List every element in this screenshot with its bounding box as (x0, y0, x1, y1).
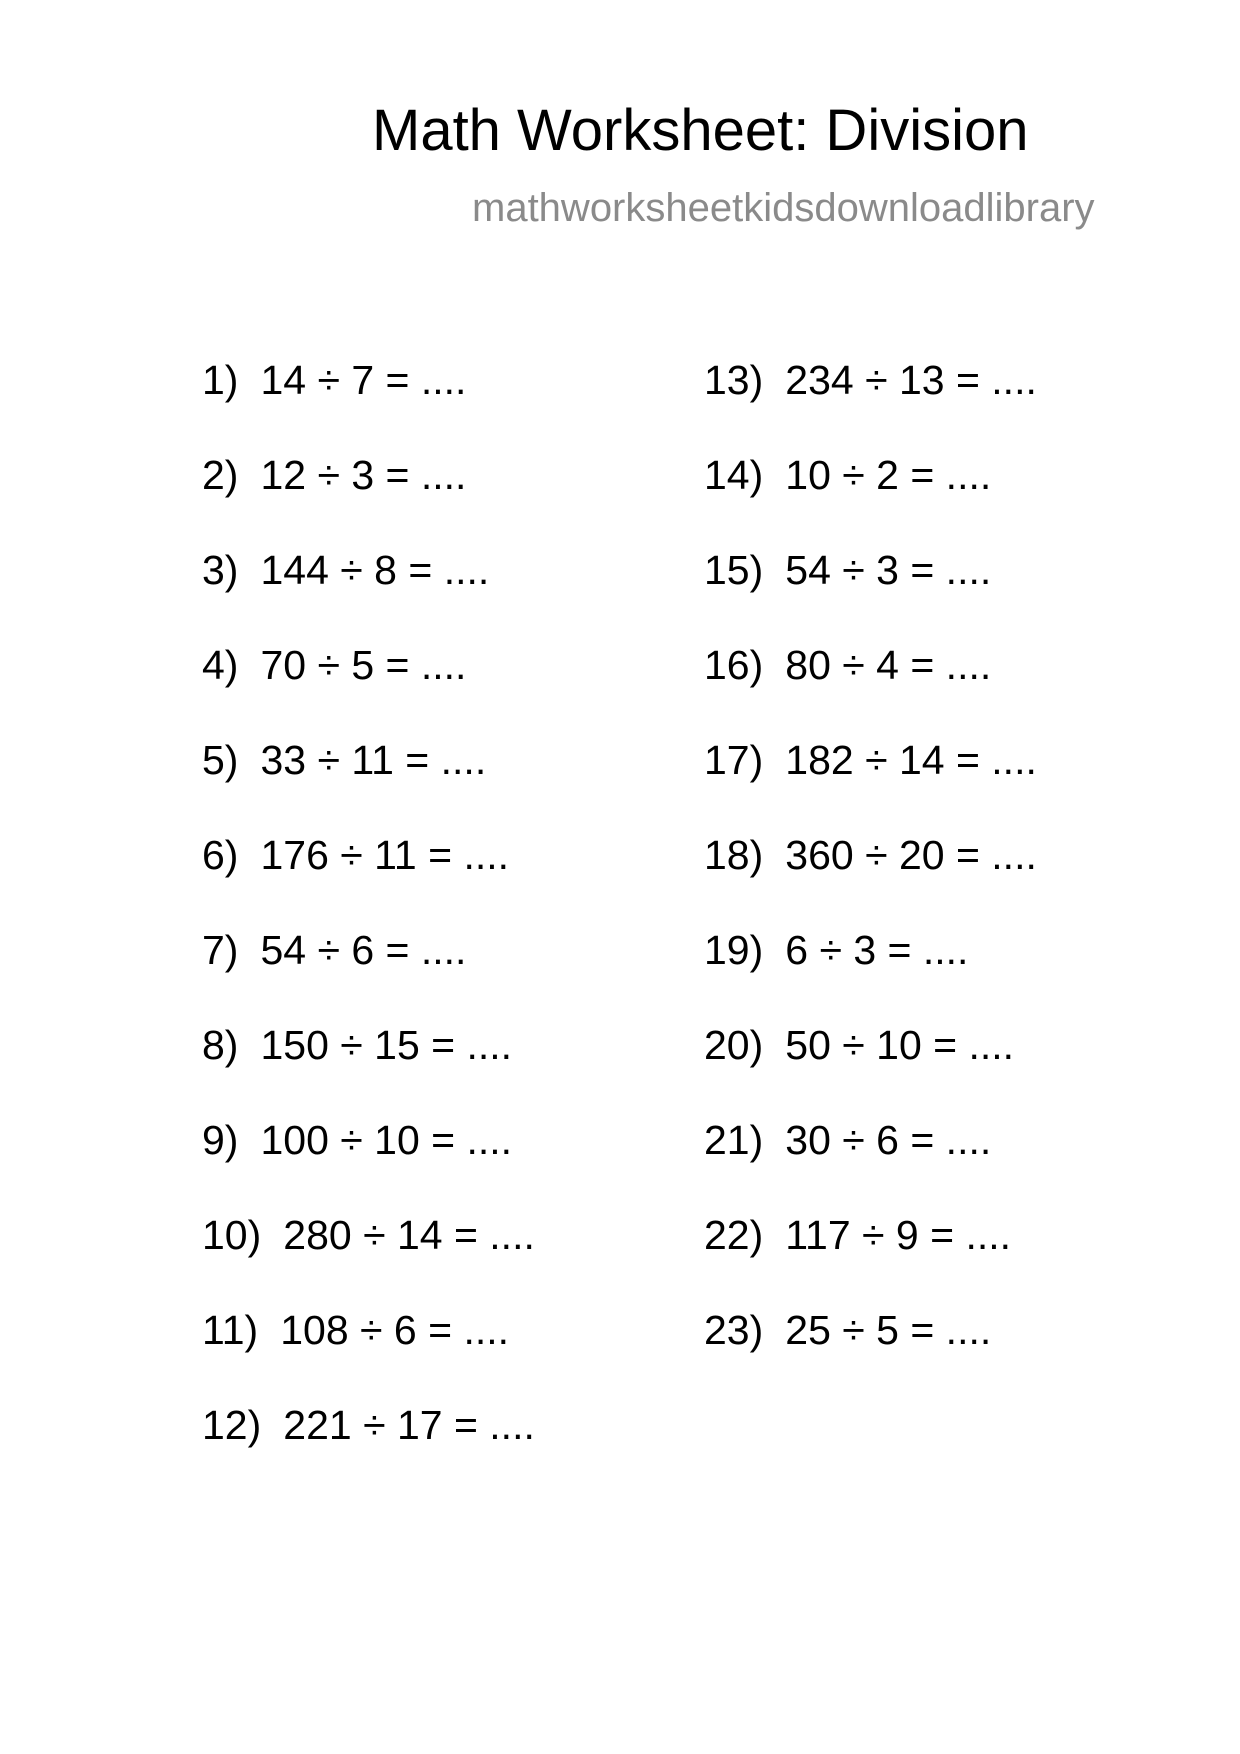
problem-20 (704, 1020, 1184, 1115)
problem-number: 2) (202, 452, 239, 498)
problem-expression: 108 ÷ 6 = .... (280, 1307, 510, 1353)
problem-number: 18) (704, 832, 764, 878)
problem-23 (704, 1305, 1184, 1400)
problem-number: 8) (202, 1022, 239, 1068)
problem-expression: 12 ÷ 3 = .... (260, 452, 467, 498)
problem-number: 23) (704, 1307, 764, 1353)
problem-6 (202, 830, 682, 925)
problem-number: 19) (704, 927, 764, 973)
problem-5 (202, 735, 682, 830)
problem-2 (202, 450, 682, 545)
problem-number: 11) (202, 1307, 259, 1353)
problem-expression: 70 ÷ 5 = .... (260, 642, 467, 688)
page-title: Math Worksheet: Division (372, 98, 1029, 163)
problem-expression: 280 ÷ 14 = .... (283, 1212, 535, 1258)
problem-number: 13) (704, 357, 764, 403)
problem-expression: 182 ÷ 14 = .... (785, 737, 1037, 783)
problem-expression: 14 ÷ 7 = .... (260, 357, 467, 403)
problem-number: 4) (202, 642, 239, 688)
problem-number: 21) (704, 1117, 764, 1163)
problem-expression: 80 ÷ 4 = .... (785, 642, 992, 688)
problem-15 (704, 545, 1184, 640)
problem-1 (202, 355, 682, 450)
problem-expression: 6 ÷ 3 = .... (785, 927, 969, 973)
problem-expression: 54 ÷ 6 = .... (260, 927, 467, 973)
problem-expression: 117 ÷ 9 = .... (785, 1212, 1012, 1258)
problem-13 (704, 355, 1184, 450)
problem-expression: 50 ÷ 10 = .... (785, 1022, 1015, 1068)
problem-10 (202, 1210, 682, 1305)
problem-4 (202, 640, 682, 735)
problem-number: 20) (704, 1022, 764, 1068)
problem-12 (202, 1400, 682, 1495)
problem-number: 12) (202, 1402, 262, 1448)
problem-number: 16) (704, 642, 764, 688)
problem-number: 17) (704, 737, 764, 783)
problem-3 (202, 545, 682, 640)
problem-number: 5) (202, 737, 239, 783)
problem-expression: 176 ÷ 11 = .... (260, 832, 510, 878)
problem-expression: 234 ÷ 13 = .... (785, 357, 1037, 403)
source-subtitle: mathworksheetkidsdownloadlibrary (472, 186, 1095, 230)
problem-11 (202, 1305, 682, 1400)
problem-number: 15) (704, 547, 764, 593)
problem-9 (202, 1115, 682, 1210)
problem-number: 14) (704, 452, 764, 498)
problem-expression: 10 ÷ 2 = .... (785, 452, 992, 498)
problem-number: 6) (202, 832, 239, 878)
problem-14 (704, 450, 1184, 545)
problem-expression: 360 ÷ 20 = .... (785, 832, 1037, 878)
problem-expression: 221 ÷ 17 = .... (283, 1402, 535, 1448)
problem-expression: 25 ÷ 5 = .... (785, 1307, 992, 1353)
problem-8 (202, 1020, 682, 1115)
problem-7 (202, 925, 682, 1020)
problem-expression: 144 ÷ 8 = .... (260, 547, 490, 593)
problem-column-left (202, 355, 682, 1495)
problem-16 (704, 640, 1184, 735)
problem-expression: 30 ÷ 6 = .... (785, 1117, 992, 1163)
problem-number: 9) (202, 1117, 239, 1163)
problem-expression: 100 ÷ 10 = .... (260, 1117, 513, 1163)
problem-17 (704, 735, 1184, 830)
problem-number: 22) (704, 1212, 764, 1258)
problem-expression: 54 ÷ 3 = .... (785, 547, 992, 593)
problem-21 (704, 1115, 1184, 1210)
problem-number: 10) (202, 1212, 262, 1258)
problem-18 (704, 830, 1184, 925)
problem-19 (704, 925, 1184, 1020)
problem-number: 1) (202, 357, 239, 403)
problem-column-right (704, 355, 1184, 1400)
problem-expression: 150 ÷ 15 = .... (260, 1022, 513, 1068)
problem-number: 3) (202, 547, 239, 593)
problem-expression: 33 ÷ 11 = .... (260, 737, 487, 783)
problem-22 (704, 1210, 1184, 1305)
problem-number: 7) (202, 927, 239, 973)
